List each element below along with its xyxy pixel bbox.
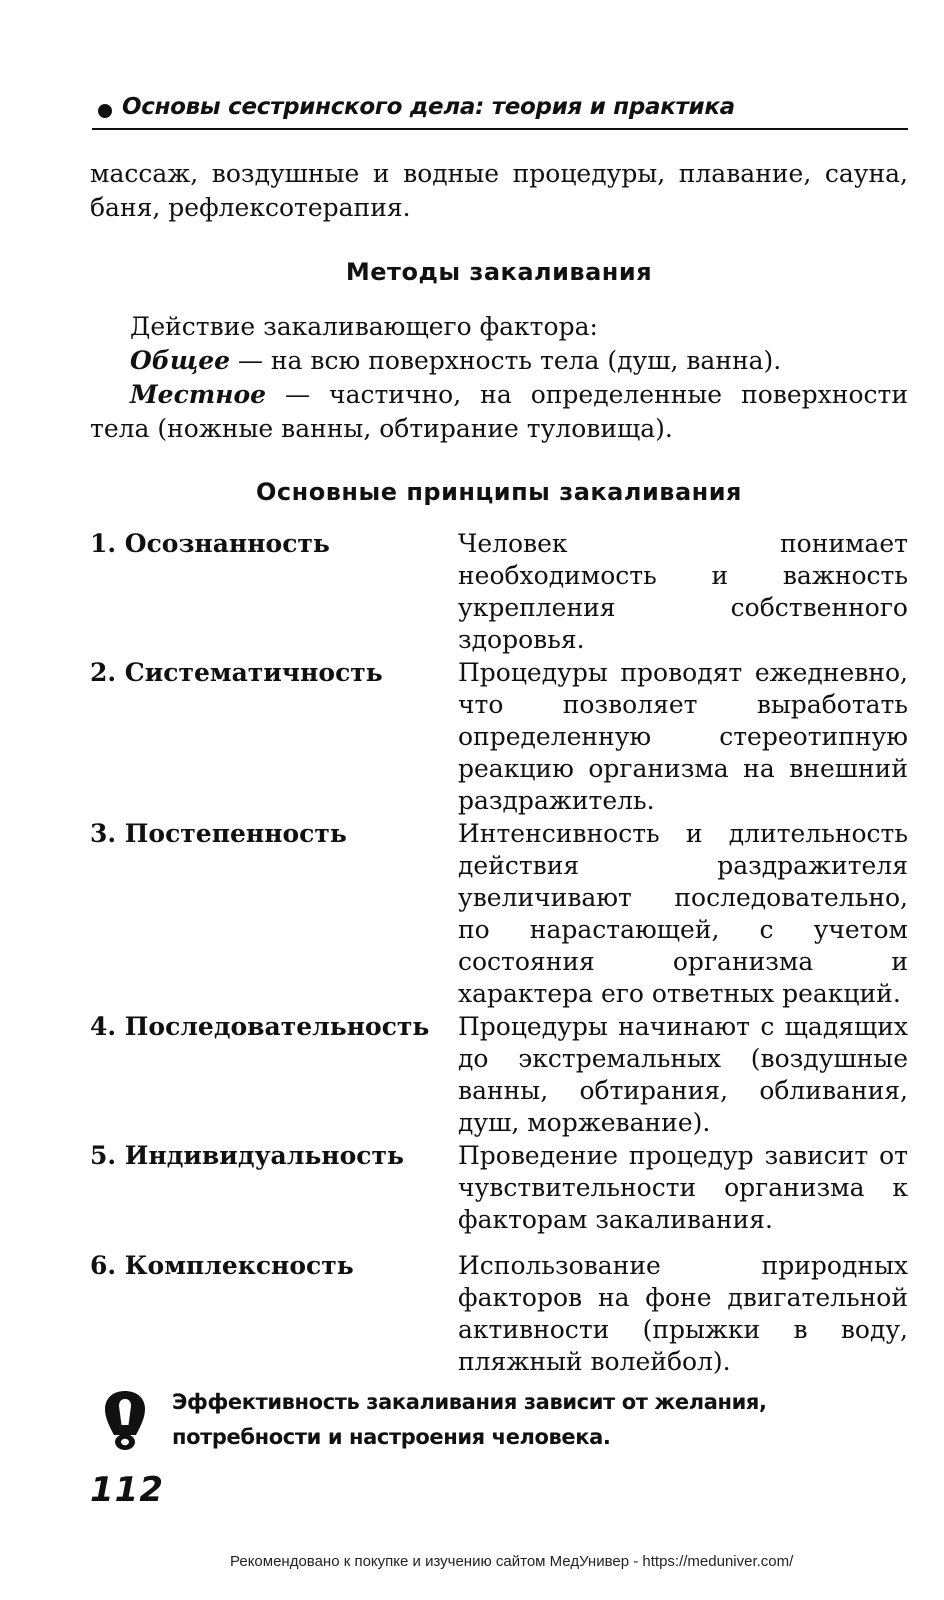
principle-name: 1. Осознанность: [90, 529, 330, 558]
method-term: Общее: [130, 346, 230, 375]
methods-intro: Действие закаливающего фактора:: [130, 312, 598, 341]
method-item: [90, 378, 908, 446]
lead-text: массаж, воздушные и водные процедуры, плавание, сауна, баня, рефлексотерапия.: [90, 159, 908, 222]
principle-name: 4. Последовательность: [90, 1012, 430, 1041]
running-header: [92, 92, 908, 130]
running-title: Основы сестринского дела: теория и практика: [122, 94, 735, 120]
principle-name: 3. Постепенность: [90, 819, 347, 848]
principle-description: Процедуры проводят ежедневно, что позволяет выработать определенную стереотипную реакцию организма на внешний раздражитель.: [458, 658, 908, 815]
method-term: Местное: [130, 380, 267, 409]
principle-row: [90, 528, 908, 656]
principle-row: [90, 1140, 908, 1236]
lead-paragraph: [90, 157, 908, 225]
principle-description: Использование природных факторов на фоне двигательной активности (прыжки в воду, пляжный волейбол).: [458, 1251, 908, 1376]
principle-description: Проведение процедур зависит от чувствительности организма к факторам закаливания.: [458, 1141, 908, 1234]
method-text: — частично, на определенные поверхности тела (ножные ванны, обтирание туловища).: [90, 380, 908, 443]
method-item: [90, 344, 908, 378]
principle-row: [90, 1011, 908, 1139]
methods-section: [90, 310, 908, 446]
page-number: 112: [90, 1470, 164, 1510]
important-note: [100, 1385, 910, 1455]
principles-heading: Основные принципы закаливания: [256, 478, 742, 506]
bullet-icon: [98, 104, 112, 118]
method-text: — на всю поверхность тела (душ, ванна).: [230, 346, 782, 375]
principle-name: 5. Индивидуальность: [90, 1141, 404, 1170]
principle-description: Человек понимает необходимость и важность укрепления собственного здоровья.: [458, 529, 908, 654]
note-text: Эффективность закаливания зависит от желания, потребности и настроения человека.: [172, 1390, 767, 1449]
principle-row: [90, 818, 908, 1010]
principle-name: 6. Комплексность: [90, 1251, 354, 1280]
exclamation-icon: [102, 1389, 148, 1451]
principle-row: [90, 1250, 908, 1378]
methods-heading: Методы закаливания: [345, 258, 653, 286]
principle-description: Интенсивность и длительность действия раздражителя увеличивают последовательно, по нарастающей, с учетом состояния организма и характера его ответных реакций.: [458, 819, 908, 1008]
principle-row: [90, 657, 908, 817]
principle-description: Процедуры начинают с щадящих до экстремальных (воздушные ванны, обтирания, обливания, душ, моржевание).: [458, 1012, 908, 1137]
principles-list: [90, 528, 908, 1379]
principle-name: 2. Систематичность: [90, 658, 383, 687]
watermark-text: Рекомендовано к покупке и изучению сайтом МедУнивер - https://meduniver.com/: [230, 1553, 794, 1570]
